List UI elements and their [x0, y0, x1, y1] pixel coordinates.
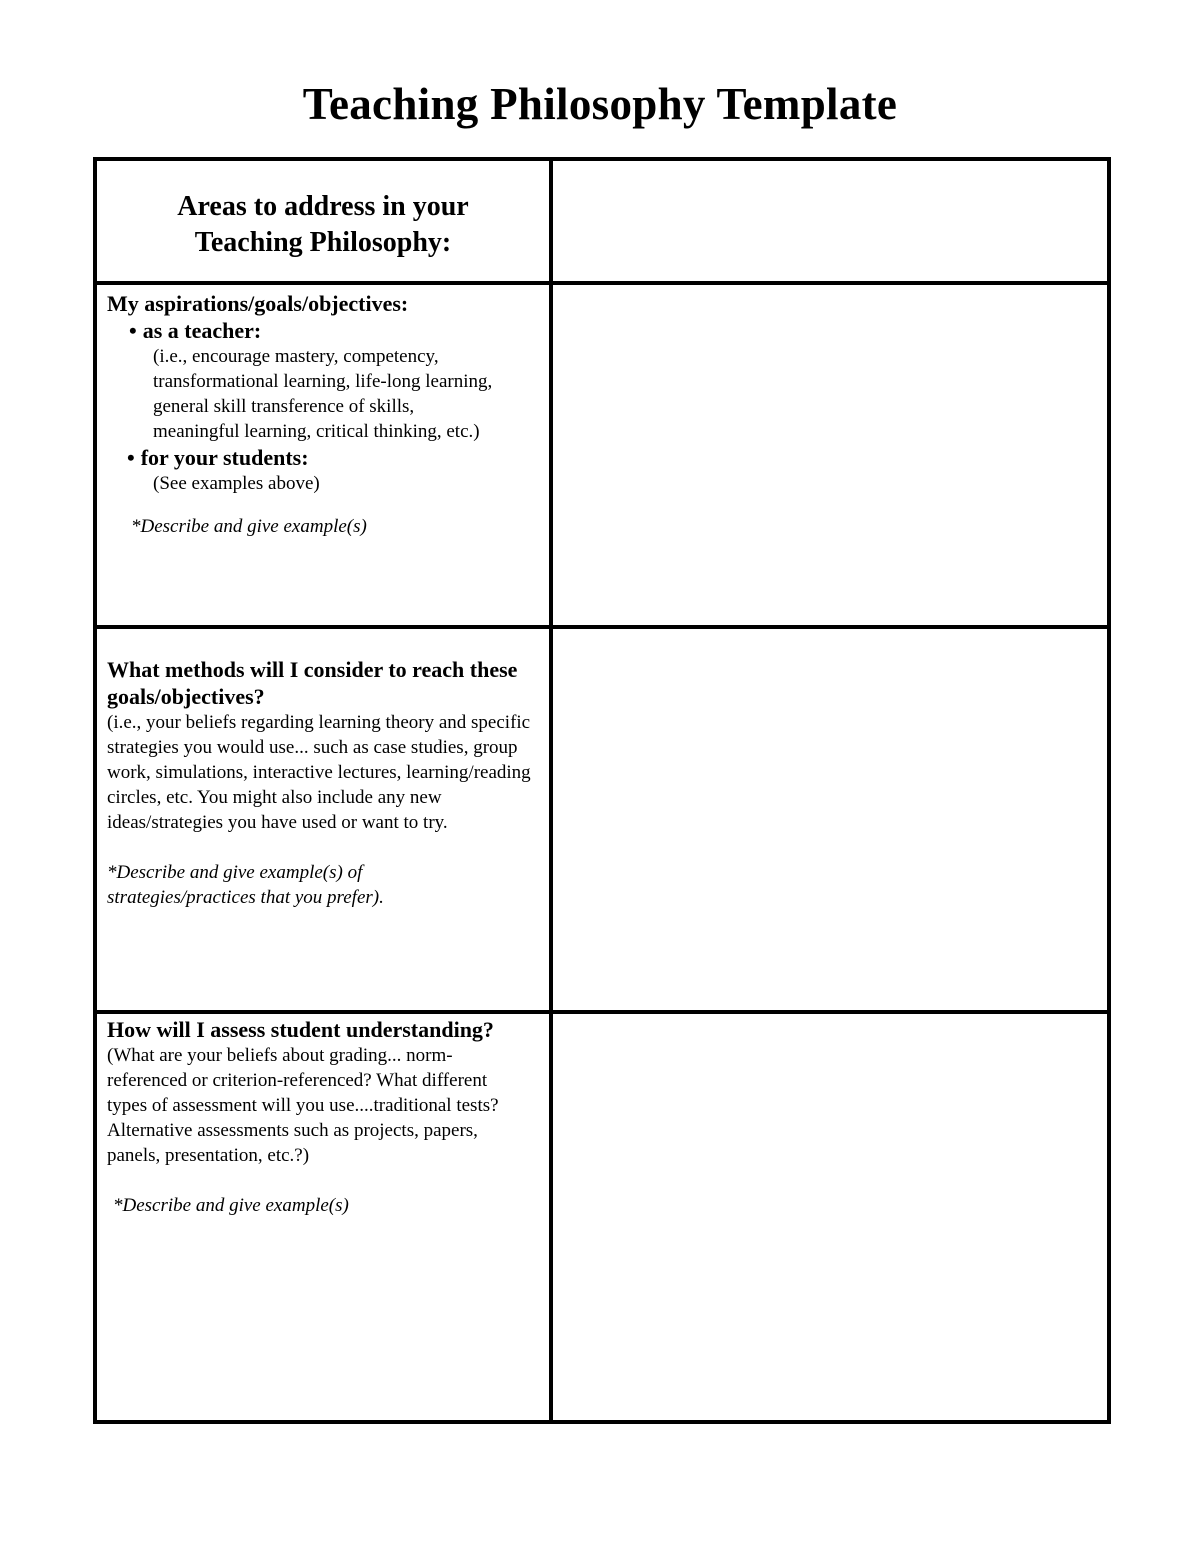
- bullet-icon: •: [129, 318, 137, 343]
- bullet-teacher-label: as a teacher:: [142, 318, 262, 343]
- table-row-methods: [95, 627, 1109, 1012]
- bullet-icon: •: [127, 445, 135, 470]
- areas-header-cell: [95, 159, 551, 283]
- assessment-note: *Describe and give example(s): [113, 1195, 349, 1216]
- areas-header-line2: Teaching Philosophy:: [194, 227, 452, 258]
- response-header-cell[interactable]: [551, 159, 1109, 283]
- assessment-heading: How will I assess student understanding?: [107, 1017, 494, 1042]
- bullet-teacher: [129, 317, 539, 344]
- students-details: (See examples above): [153, 473, 320, 494]
- methods-prompt-cell: [95, 627, 551, 1012]
- goals-note: *Describe and give example(s): [131, 516, 367, 537]
- assessment-prompt-cell: [95, 1012, 551, 1422]
- assessment-body: (What are your beliefs about grading... norm-referenced or criterion-referenced? What different types of assessment will you use....traditional tests? Alternative assessments such as projects, papers, panels, presentation, etc.?): [107, 1045, 499, 1166]
- table-row-header: [95, 159, 1109, 283]
- areas-header-line1: Areas to address in your: [177, 191, 469, 222]
- methods-response-cell[interactable]: [551, 627, 1109, 1012]
- goals-prompt-cell: [95, 283, 551, 627]
- goals-heading: My aspirations/goals/objectives:: [107, 291, 409, 316]
- methods-note: *Describe and give example(s) of strategies/practices that you prefer).: [107, 862, 384, 908]
- table-row-assessment: [95, 1012, 1109, 1422]
- methods-heading: What methods will I consider to reach these goals/objectives?: [107, 657, 518, 709]
- bullet-students: [127, 444, 539, 471]
- methods-body: (i.e., your beliefs regarding learning theory and specific strategies you would use... such as case studies, group work, simulations, interactive lectures, learning/reading circles, etc. You might also include any new ideas/strategies you have used or want to try.: [107, 712, 531, 833]
- bullet-students-label: for your students:: [140, 445, 309, 470]
- table-row-goals: [95, 283, 1109, 627]
- assessment-response-cell[interactable]: [551, 1012, 1109, 1422]
- page-title: Teaching Philosophy Template: [302, 79, 898, 129]
- teacher-details: (i.e., encourage mastery, competency, transformational learning, life-long learning, general skill transference of skills, meaningful learning, critical thinking, etc.): [153, 346, 493, 442]
- philosophy-table: [93, 157, 1111, 1424]
- goals-response-cell[interactable]: [551, 283, 1109, 627]
